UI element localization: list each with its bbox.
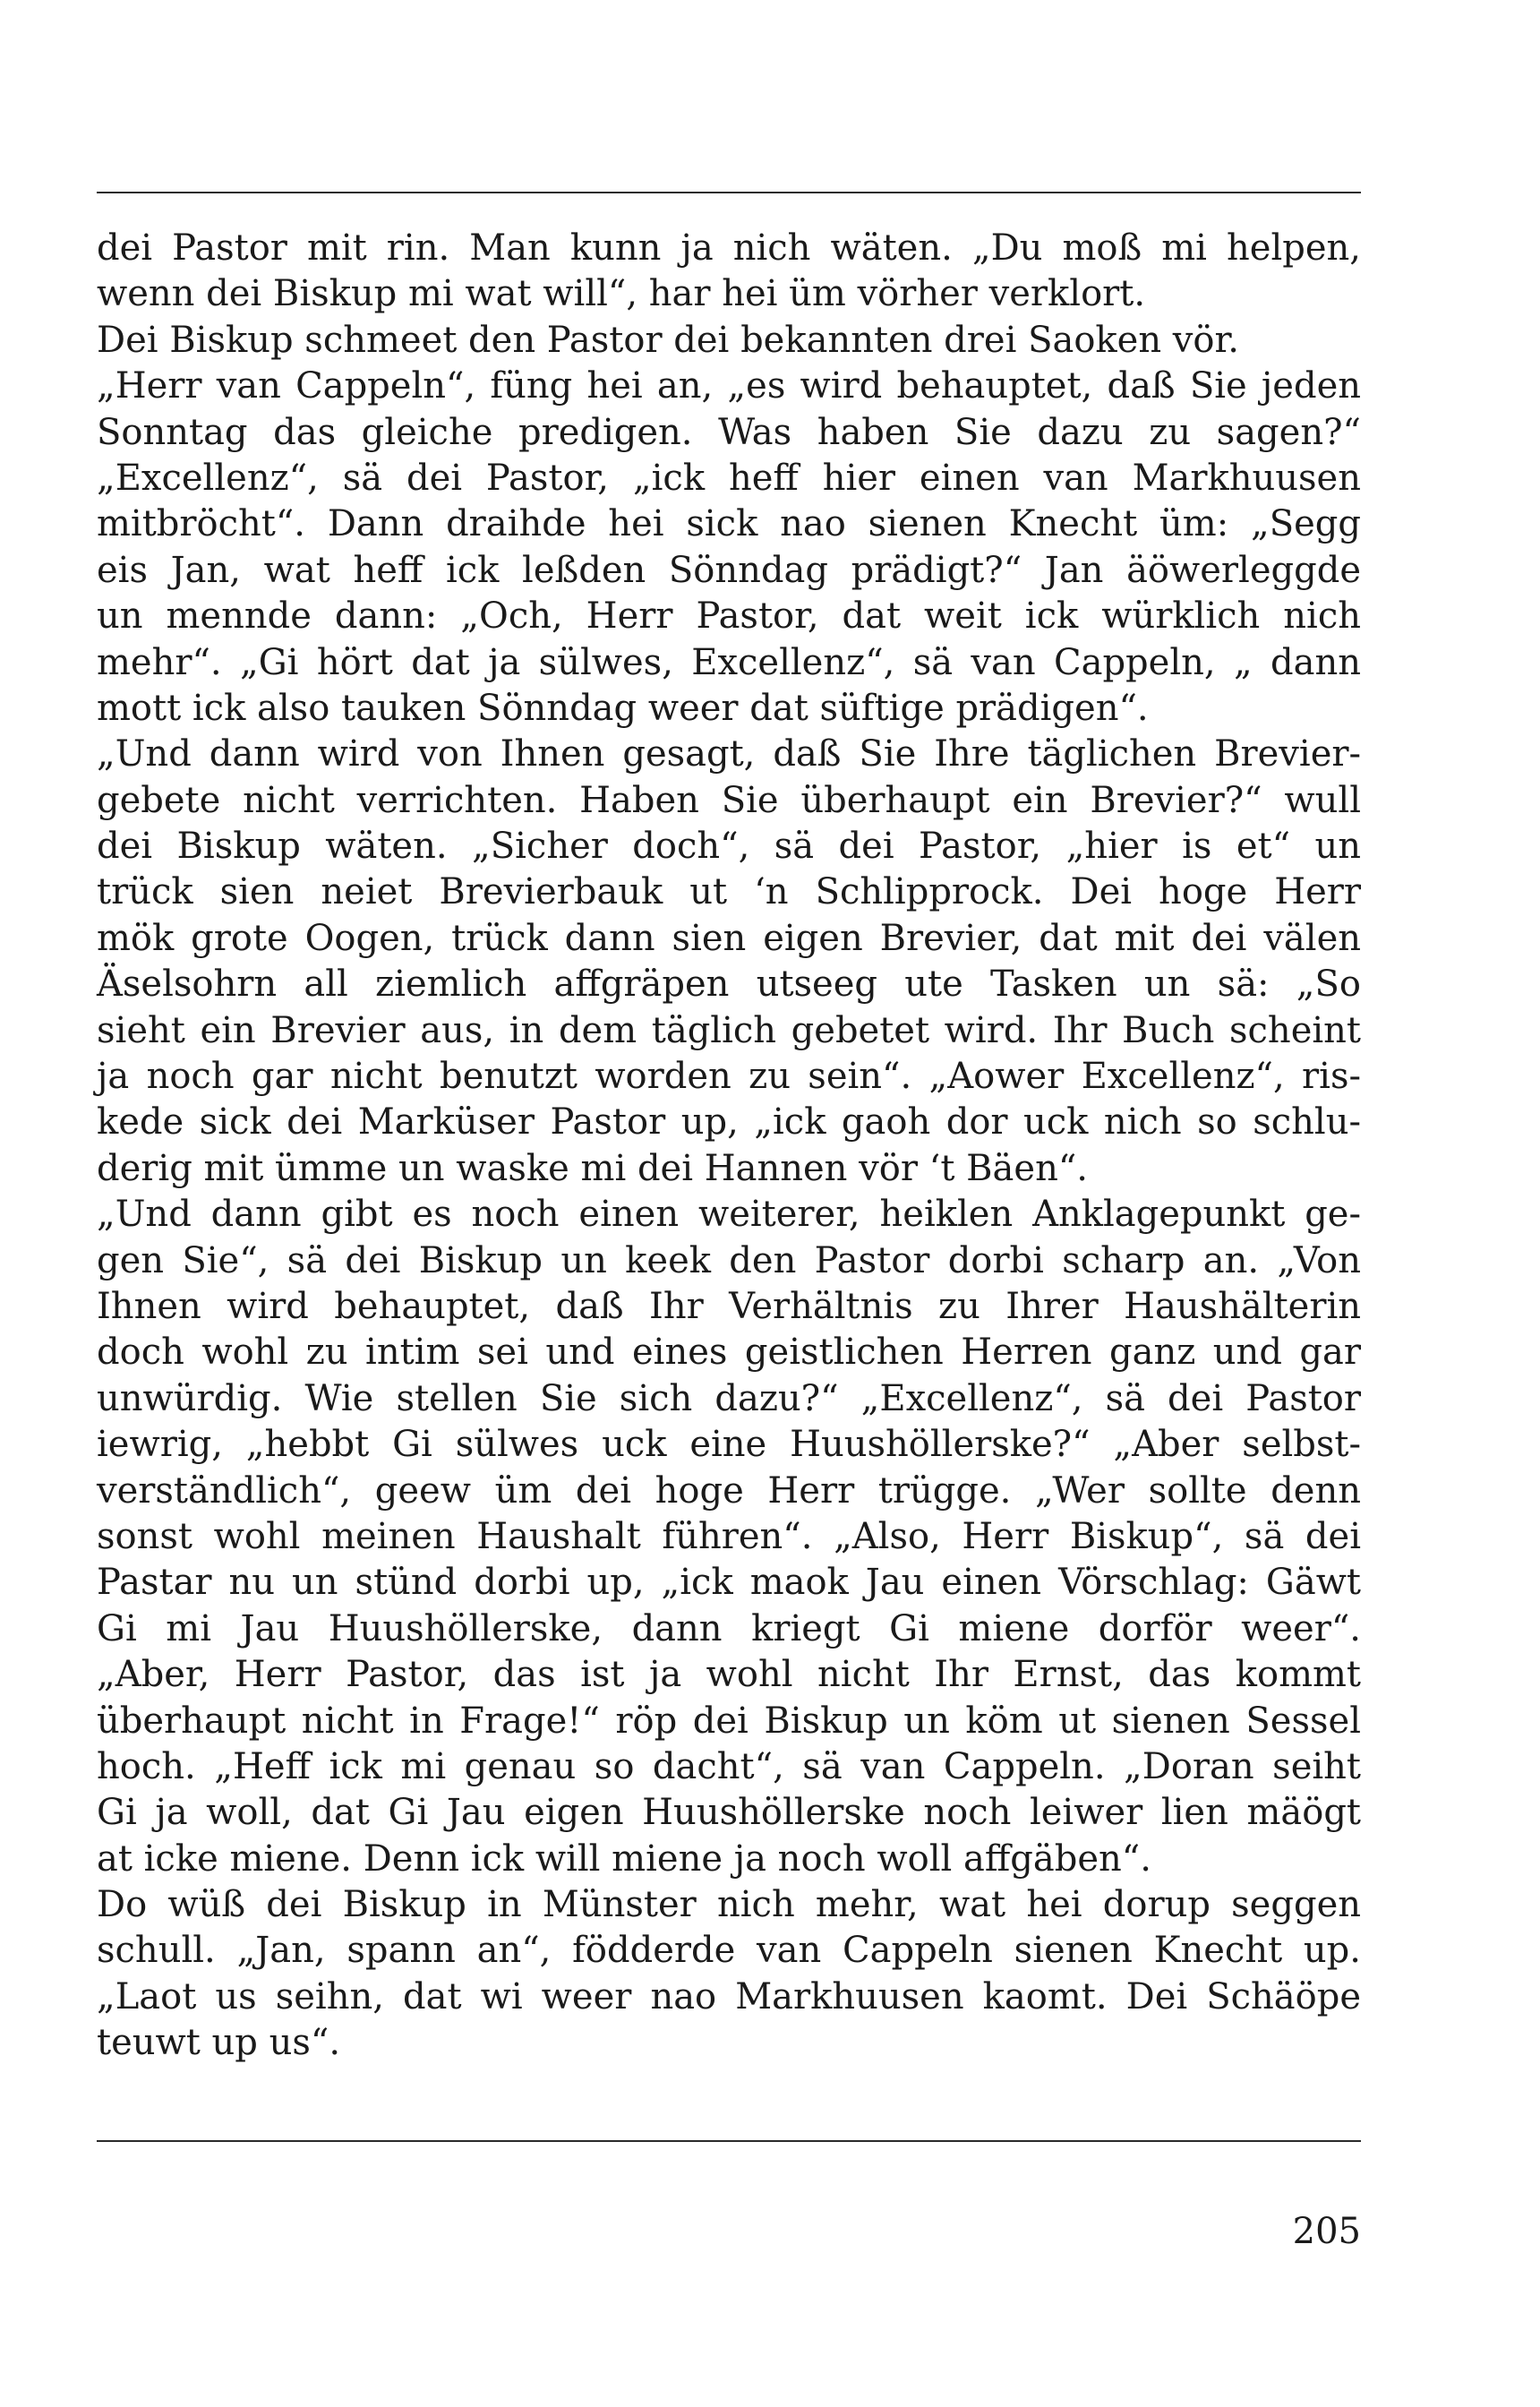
text-line: Pastar nu un stünd dorbi up, „ick maok Jau einen Vörschlag: Gäwt — [97, 1562, 1361, 1604]
text-line: eis Jan, wat heff ick leßden Sönndag prädigt?“ Jan äöwerleggde — [97, 549, 1361, 591]
text-line: „Excellenz“, sä dei Pastor, „ick heff hier einen van Markhuusen — [97, 457, 1361, 499]
text-line: derig mit ümme un waske mi dei Hannen vör ‘t Bäen“. — [97, 1147, 1088, 1189]
text-line: gebete nicht verrichten. Haben Sie überhaupt ein Brevier?“ wull — [97, 779, 1361, 821]
top-rule — [97, 192, 1361, 193]
text-line: kede sick dei Marküser Pastor up, „ick gaoh dor uck nich so schlu- — [97, 1101, 1361, 1144]
text-line: „Herr van Cappeln“, füng hei an, „es wird behauptet, daß Sie jeden — [97, 365, 1361, 407]
text-line: sonst wohl meinen Haushalt führen“. „Also, Herr Biskup“, sä dei — [97, 1515, 1361, 1557]
text-line: Do wüß dei Biskup in Münster nich mehr, wat hei dorup seggen — [97, 1884, 1361, 1926]
text-line: dei Biskup wäten. „Sicher doch“, sä dei Pastor, „hier is et“ un — [97, 826, 1361, 868]
text-line: „Und dann gibt es noch einen weiterer, heiklen Anklagepunkt ge- — [97, 1194, 1361, 1236]
text-line: wenn dei Biskup mi wat will“, har hei üm vörher verklort. — [97, 273, 1146, 315]
text-line: trück sien neiet Brevierbauk ut ‘n Schlipprock. Dei hoge Herr — [97, 871, 1361, 913]
text-line: sieht ein Brevier aus, in dem täglich gebetet wird. Ihr Buch scheint — [97, 1009, 1361, 1051]
text-line: ja noch gar nicht benutzt worden zu sein“. „Aower Excellenz“, ris- — [97, 1056, 1361, 1098]
text-line: Dei Biskup schmeet den Pastor dei bekannten drei Saoken vör. — [97, 319, 1239, 361]
text-line: doch wohl zu intim sei und eines geistlichen Herren ganz und gar — [97, 1332, 1361, 1374]
text-line: Äselsohrn all ziemlich affgräpen utseeg ute Tasken un sä: „So — [97, 964, 1361, 1006]
text-line: mott ick also tauken Sönndag weer dat süftige prädigen“. — [97, 687, 1149, 729]
text-line: hoch. „Heff ick mi genau so dacht“, sä van Cappeln. „Doran seiht — [97, 1745, 1361, 1787]
text-line: „Und dann wird von Ihnen gesagt, daß Sie Ihre täglichen Brevier- — [97, 733, 1361, 775]
text-line: mehr“. „Gi hört dat ja sülwes, Excellenz“, sä van Cappeln, „ dann — [97, 641, 1361, 683]
text-line: mitbröcht“. Dann draihde hei sick nao sienen Knecht üm: „Segg — [97, 503, 1361, 545]
text-line: Sonntag das gleiche predigen. Was haben Sie dazu zu sagen?“ — [97, 411, 1361, 453]
text-line: teuwt up us“. — [97, 2022, 341, 2064]
text-line: Ihnen wird behauptet, daß Ihr Verhältnis zu Ihrer Haushälterin — [97, 1285, 1361, 1327]
text-line: „Laot us seihn, dat wi weer nao Markhuusen kaomt. Dei Schäöpe — [97, 1975, 1361, 2017]
text-line: at icke miene. Denn ick will miene ja noch woll affgäben“. — [97, 1837, 1151, 1880]
text-line: überhaupt nicht in Frage!“ röp dei Biskup un köm ut sienen Sessel — [97, 1700, 1361, 1742]
text-line: iewrig, „hebbt Gi sülwes uck eine Huushöllerske?“ „Aber selbst- — [97, 1424, 1361, 1466]
page-number: 205 — [1292, 2211, 1361, 2252]
text-line: unwürdig. Wie stellen Sie sich dazu?“ „Excellenz“, sä dei Pastor — [97, 1377, 1361, 1419]
text-line: gen Sie“, sä dei Biskup un keek den Pastor dorbi scharp an. „Von — [97, 1239, 1361, 1281]
text-line: verständlich“, geew üm dei hoge Herr trügge. „Wer sollte denn — [97, 1469, 1361, 1512]
text-line: dei Pastor mit rin. Man kunn ja nich wäten. „Du moß mi helpen, — [97, 227, 1361, 269]
text-line: un mennde dann: „Och, Herr Pastor, dat weit ick würklich nich — [97, 595, 1361, 638]
bottom-rule — [97, 2140, 1361, 2142]
text-line: schull. „Jan, spann an“, födderde van Cappeln sienen Knecht up. — [97, 1930, 1361, 1972]
text-line: mök grote Oogen, trück dann sien eigen Brevier, dat mit dei välen — [97, 917, 1361, 959]
text-line: Gi ja woll, dat Gi Jau eigen Huushöllerske noch leiwer lien mäögt — [97, 1792, 1361, 1834]
text-line: Gi mi Jau Huushöllerske, dann kriegt Gi miene dorför weer“. — [97, 1607, 1361, 1649]
text-line: „Aber, Herr Pastor, das ist ja wohl nicht Ihr Ernst, das kommt — [97, 1654, 1361, 1696]
body-text — [97, 226, 1361, 2067]
